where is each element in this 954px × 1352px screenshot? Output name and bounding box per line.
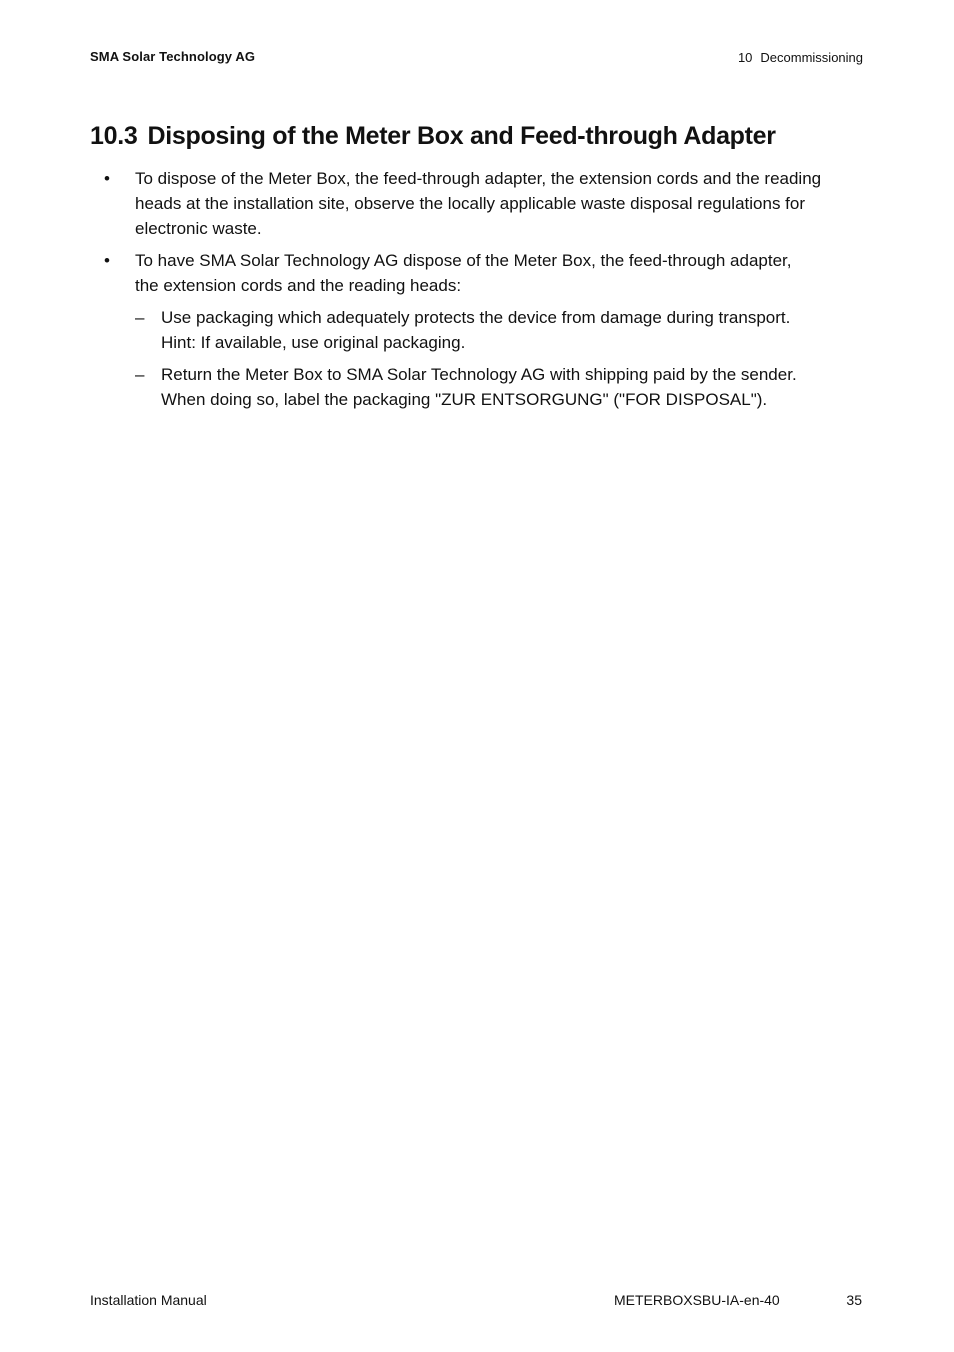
bullet-marker: • [104,251,110,270]
sub-list-item [135,305,860,355]
chapter-title: Decommissioning [760,50,863,65]
dash-marker: – [135,308,145,327]
section-title [90,122,776,151]
sub-item-line: When doing so, label the packaging "ZUR ENTSORGUNG" ("FOR DISPOSAL"). [161,390,768,409]
bullet-line: the extension cords and the reading heads: [135,276,462,295]
sub-item-line: Use packaging which adequately protects the device from damage during transport. [161,308,791,327]
sub-item-line: Hint: If available, use original packaging. [161,333,466,352]
section-title-text: Disposing of the Meter Box and Feed-through Adapter [147,122,776,150]
section-content [90,166,860,419]
bullet-line: To have SMA Solar Technology AG dispose of the Meter Box, the feed-through adapter, [135,251,792,270]
sub-item-line: Return the Meter Box to SMA Solar Technology AG with shipping paid by the sender. [161,365,797,384]
bullet-list [90,166,860,412]
chapter-number: 10 [737,50,753,65]
section-number: 10.3 [90,122,138,150]
page-number: 35 [846,1292,862,1308]
manual-type: Installation Manual [90,1292,207,1308]
sub-list [135,305,860,412]
bullet-marker: • [104,169,110,188]
dash-marker: – [135,365,145,384]
sub-list-item [135,362,860,412]
list-item [90,166,860,241]
bullet-line: To dispose of the Meter Box, the feed-through adapter, the extension cords and the reading [135,169,822,188]
bullet-line: heads at the installation site, observe the locally applicable waste disposal regulations for [135,194,806,213]
list-item [90,248,860,412]
bullet-line: electronic waste. [135,219,262,238]
document-id: METERBOXSBU-IA-en-40 [614,1292,780,1308]
company-name: SMA Solar Technology AG [90,49,256,64]
chapter-heading [738,50,863,65]
